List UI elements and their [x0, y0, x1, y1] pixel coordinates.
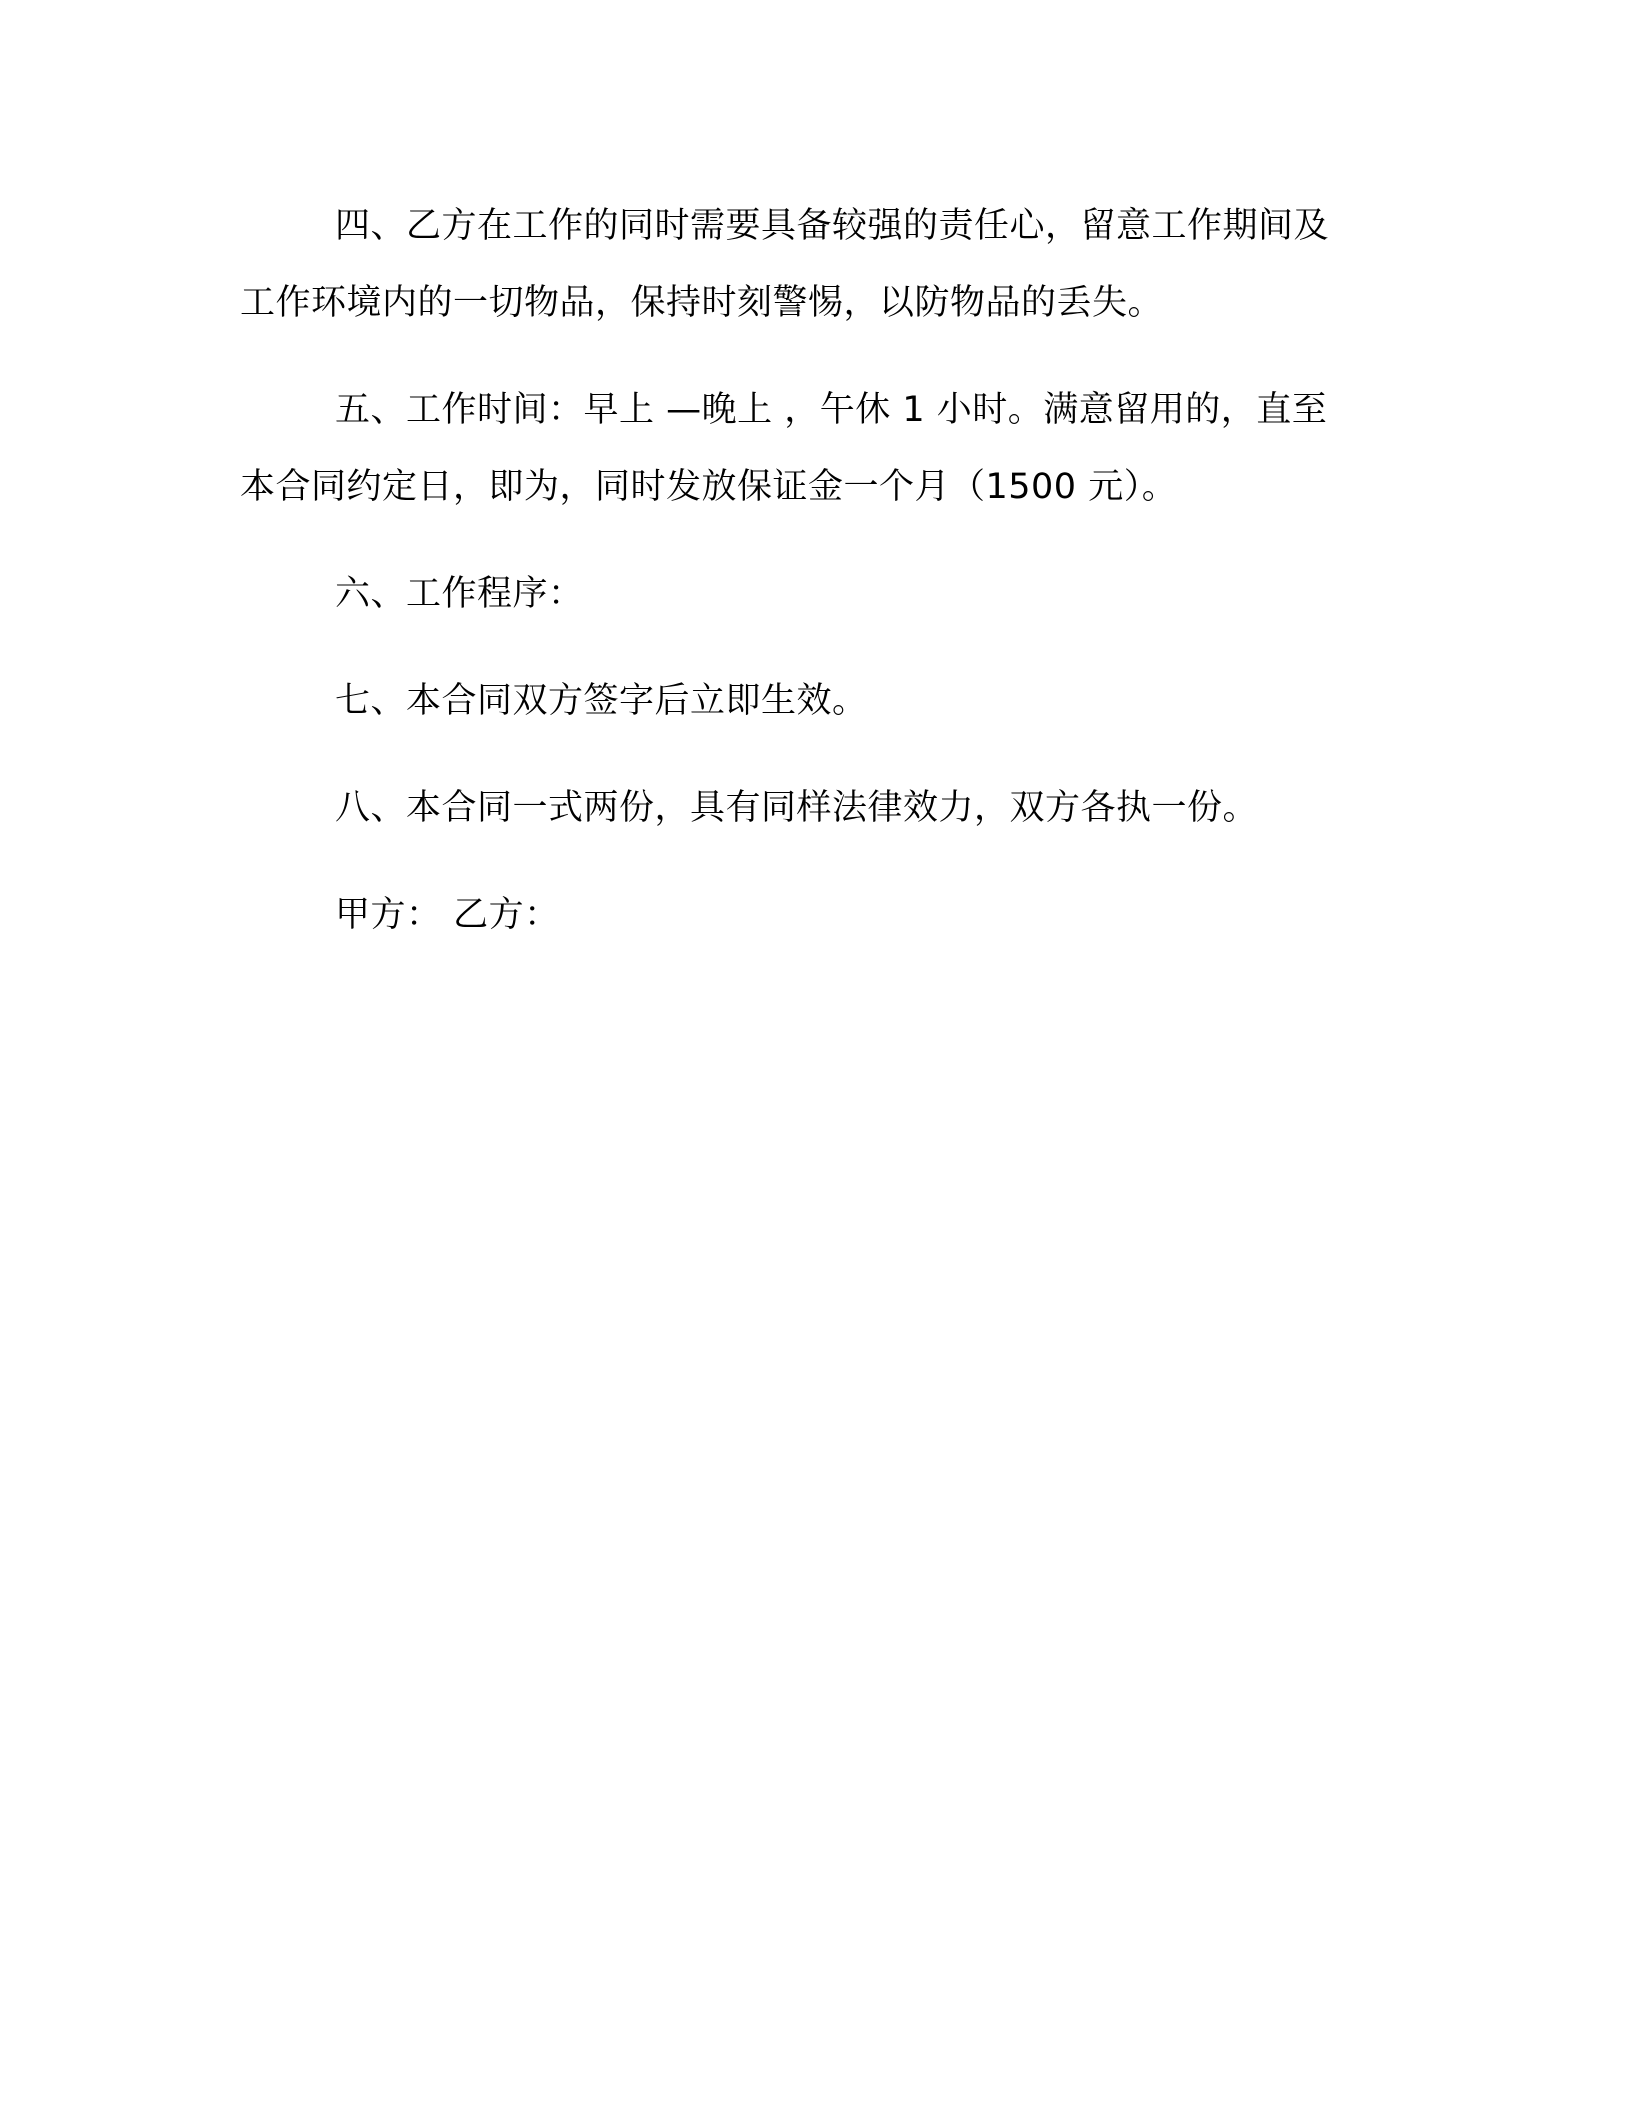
- clause-four-line-1: 四、乙方在工作的同时需要具备较强的责任心，留意工作期间及: [335, 206, 1330, 246]
- signature-line: [240, 877, 1370, 954]
- clause-four-line-2: 工作环境内的一切物品，保持时刻警惕，以防物品的丢失。: [240, 283, 1164, 323]
- clause-five-line-1: 五、工作时间：早上 —晚上 ，午休 1 小时。满意留用的，直至: [335, 390, 1328, 430]
- clause-five-line-2: 本合同约定日，即为，同时发放保证金一个月（1500 元）。: [240, 467, 1178, 507]
- signature-parties: 甲方： 乙方：: [335, 895, 560, 935]
- clause-six-line-1: 六、工作程序：: [335, 574, 584, 614]
- clause-seven-line-1: 七、本合同双方签字后立即生效。: [335, 681, 868, 721]
- clause-eight: [240, 770, 1370, 847]
- document-body: [240, 188, 1370, 984]
- clause-four: [240, 188, 1370, 342]
- clause-five: [240, 372, 1370, 526]
- clause-seven: [240, 663, 1370, 740]
- clause-six: [240, 556, 1370, 633]
- clause-eight-line-1: 八、本合同一式两份，具有同样法律效力，双方各执一份。: [335, 788, 1259, 828]
